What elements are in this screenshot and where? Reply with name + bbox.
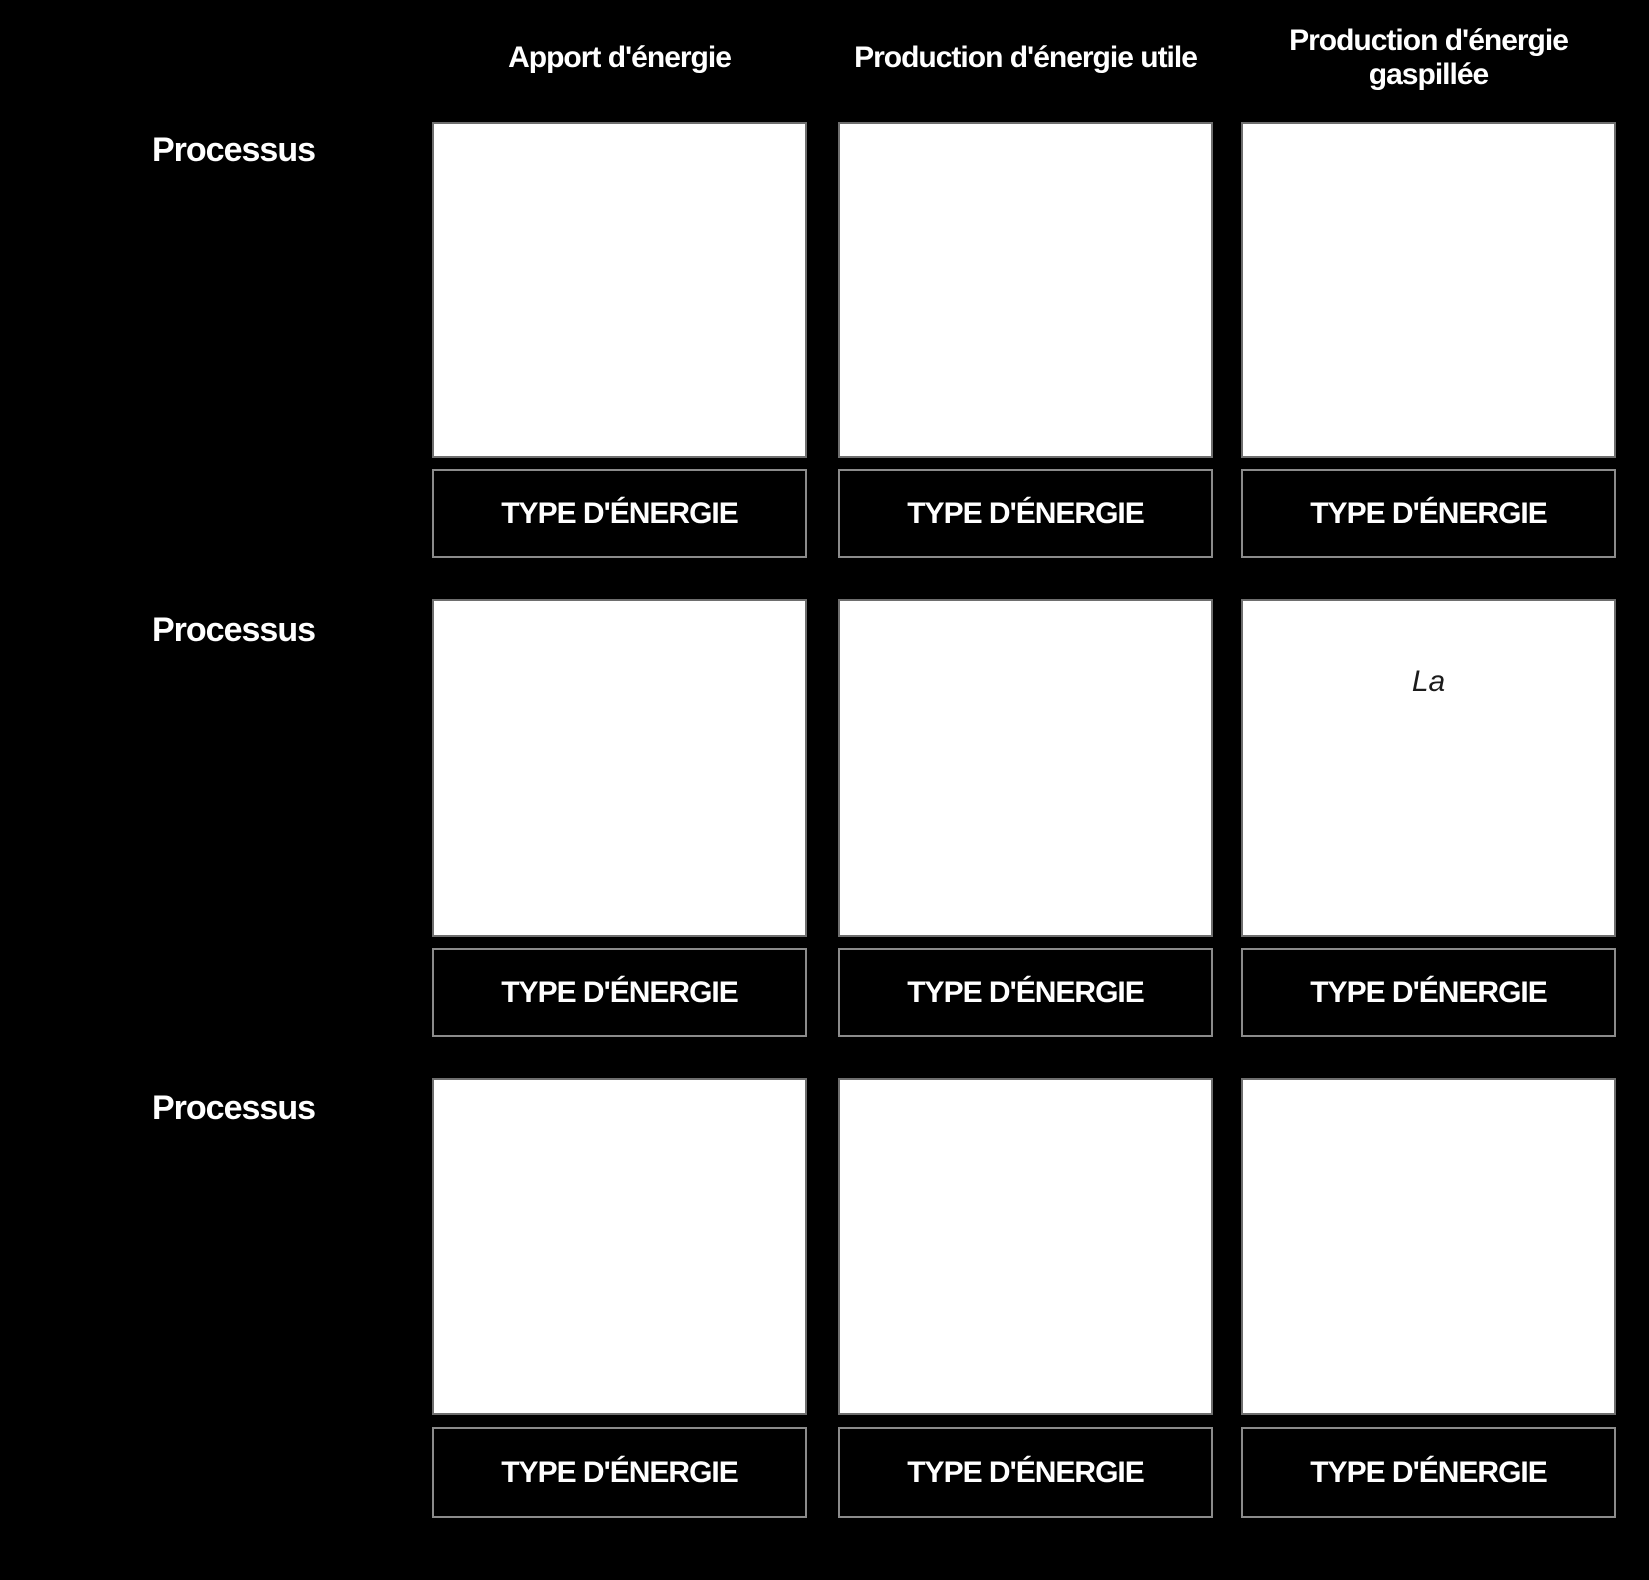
column-header-useful-energy-output: Production d'énergie utile: [854, 41, 1197, 75]
cell-image-box-r3c2[interactable]: [838, 1078, 1213, 1415]
energy-type-label-r2c2[interactable]: TYPE D'ÉNERGIE: [838, 948, 1213, 1037]
row-label-processus-2: Processus: [152, 611, 315, 649]
energy-type-label-r1c2[interactable]: TYPE D'ÉNERGIE: [838, 469, 1213, 558]
column-header-wasted-energy-output: Production d'énergie gaspillée: [1289, 24, 1568, 91]
energy-type-label-r1c1[interactable]: TYPE D'ÉNERGIE: [432, 469, 807, 558]
energy-type-label-r3c2[interactable]: TYPE D'ÉNERGIE: [838, 1427, 1213, 1518]
row-label-processus-3: Processus: [152, 1089, 315, 1127]
energy-type-label-r2c3[interactable]: TYPE D'ÉNERGIE: [1241, 948, 1616, 1037]
cell-image-box-r3c3[interactable]: [1241, 1078, 1616, 1415]
cell-image-box-r2c1[interactable]: [432, 599, 807, 937]
cell-image-box-r1c3[interactable]: [1241, 122, 1616, 458]
cell-annotation-r2c3-la-text[interactable]: La: [1411, 665, 1446, 698]
cell-image-box-r3c1[interactable]: [432, 1078, 807, 1415]
cell-image-box-r2c2[interactable]: [838, 599, 1213, 937]
energy-type-label-r2c1[interactable]: TYPE D'ÉNERGIE: [432, 948, 807, 1037]
column-header-energy-input: Apport d'énergie: [508, 41, 731, 75]
energy-type-label-r3c3[interactable]: TYPE D'ÉNERGIE: [1241, 1427, 1616, 1518]
energy-type-label-r1c3[interactable]: TYPE D'ÉNERGIE: [1241, 469, 1616, 558]
cell-image-box-r2c3[interactable]: [1241, 599, 1616, 937]
energy-type-label-r3c1[interactable]: TYPE D'ÉNERGIE: [432, 1427, 807, 1518]
cell-image-box-r1c2[interactable]: [838, 122, 1213, 458]
row-label-processus-1: Processus: [152, 131, 315, 169]
cell-image-box-r1c1[interactable]: [432, 122, 807, 458]
